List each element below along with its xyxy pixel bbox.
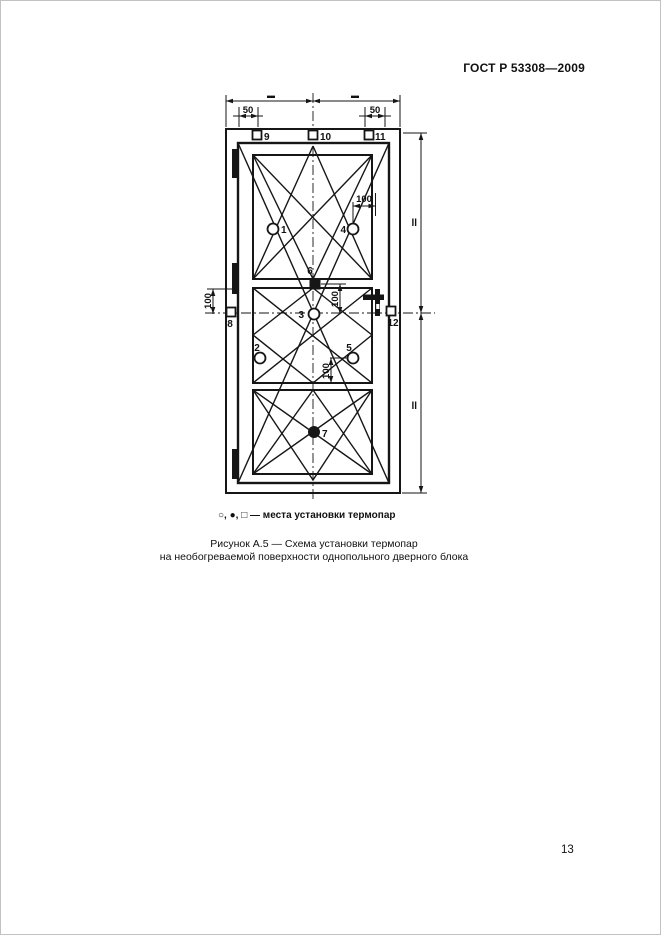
dimension-label: 100 (356, 194, 372, 205)
thermocouple-point-3 (309, 309, 320, 320)
document-header: ГОСТ Р 53308—2009 (463, 61, 585, 75)
thermocouple-point-4 (348, 224, 359, 235)
point-label-2: 2 (254, 343, 260, 354)
dimension-label: ▬ (267, 91, 275, 100)
point-label-6: 6 (307, 266, 313, 277)
dimension-label: ll (411, 401, 417, 412)
thermocouple-point-8 (227, 308, 236, 317)
figure-caption-line2: на необогреваемой поверхности однопольного дверного блока (159, 551, 469, 563)
thermocouple-point-5 (348, 353, 359, 364)
dimension-label: 100 (203, 293, 214, 309)
thermocouple-point-11 (365, 131, 374, 140)
dimension-label: 50 (242, 105, 254, 116)
thermocouple-point-6 (310, 279, 321, 290)
point-label-8: 8 (227, 319, 233, 330)
point-label-10: 10 (320, 132, 332, 143)
figure-legend: ○, ●, □ — места установки термопар (218, 510, 396, 521)
point-label-5: 5 (346, 343, 352, 354)
point-label-1: 1 (281, 225, 287, 236)
point-label-3: 3 (298, 310, 304, 321)
point-label-12: 12 (387, 318, 399, 329)
thermocouple-point-7 (308, 426, 320, 438)
point-label-9: 9 (264, 132, 270, 143)
point-label-4: 4 (340, 225, 346, 236)
figure-caption-line1: Рисунок А.5 — Схема установки термопар (210, 538, 418, 550)
thermocouple-point-2 (255, 353, 266, 364)
figure-caption (64, 538, 564, 564)
page-number: 13 (561, 844, 574, 856)
dimension-label: ▬ (351, 91, 359, 100)
thermocouple-point-1 (268, 224, 279, 235)
thermocouple-point-10 (309, 131, 318, 140)
dimension-label: 50 (369, 105, 381, 116)
point-label-7: 7 (322, 429, 328, 440)
dimension-label: 100 (321, 363, 332, 379)
dimension-label: 100 (330, 291, 341, 307)
point-label-11: 11 (375, 132, 386, 143)
door-scheme-figure (1, 1, 661, 935)
thermocouple-point-9 (253, 131, 262, 140)
thermocouple-point-12 (387, 307, 396, 316)
door-geometry (205, 93, 435, 501)
dimension-label: ll (411, 218, 417, 229)
